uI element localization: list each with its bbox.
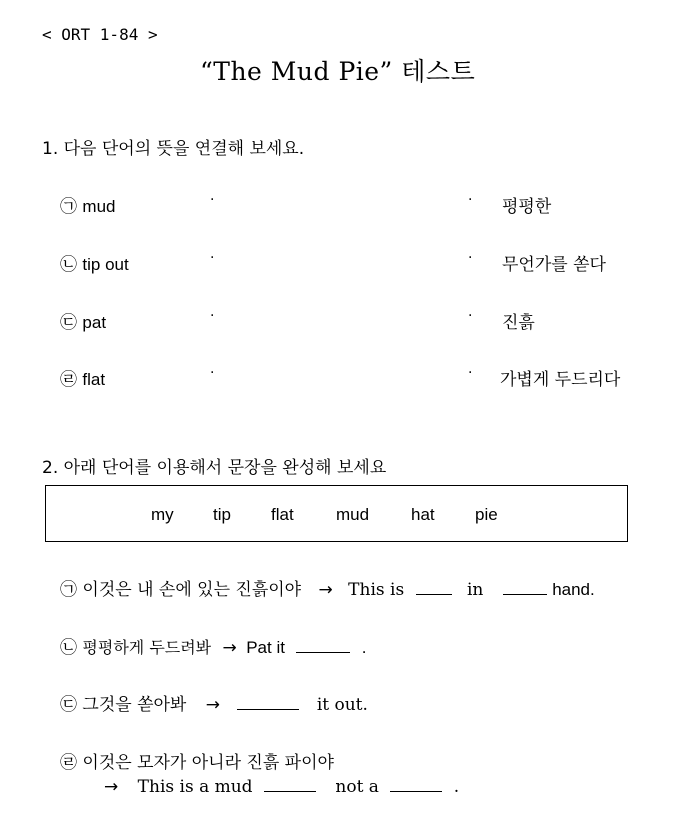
q2-item-b-text-2: . (361, 638, 367, 657)
marker-c: ㉢ (60, 313, 77, 333)
q2-item-c (60, 690, 368, 715)
arrow-icon: → (318, 580, 333, 600)
page-title: “The Mud Pie” 테스트 (200, 57, 476, 86)
match-dot-left[interactable]: · (210, 308, 215, 324)
answer-blank[interactable] (503, 580, 547, 595)
match-dot-left[interactable]: · (210, 250, 215, 266)
question-1-prompt: 1. 다음 단어의 뜻을 연결해 보세요. (42, 139, 305, 159)
arrow-icon: → (104, 777, 119, 797)
answer-blank[interactable] (416, 580, 452, 595)
match-dot-right[interactable]: · (468, 192, 473, 208)
q2-item-a-text-1: This is (348, 580, 405, 600)
answer-blank[interactable] (296, 638, 350, 653)
word-bank-flat: flat (271, 505, 294, 524)
word-bank-hat: hat (411, 505, 435, 524)
word-bank-tip: tip (213, 505, 231, 524)
q2-item-a-korean: 이것은 내 손에 있는 진흙이야 (82, 580, 302, 600)
match-dot-left[interactable]: · (210, 192, 215, 208)
word-bank-mud: mud (336, 505, 370, 524)
q2-item-d-korean: 이것은 모자가 아니라 진흙 파이야 (82, 753, 334, 773)
worksheet-code: < ORT 1-84 > (42, 25, 158, 44)
q2-item-d-text-2: not a (335, 777, 379, 797)
q1-left-item-a (60, 192, 115, 217)
answer-blank[interactable] (390, 777, 442, 792)
q1-left-item-c (60, 308, 106, 333)
marker-d: ㉣ (60, 753, 77, 773)
q1-meaning-2: 무언가를 쏟다 (502, 255, 606, 275)
marker-a: ㉠ (60, 580, 77, 600)
q2-item-d-text-1: This is a mud (137, 777, 253, 797)
marker-d: ㉣ (60, 370, 77, 390)
q2-item-b (60, 633, 367, 658)
q2-item-d-text-3: . (453, 777, 460, 797)
answer-blank[interactable] (237, 695, 299, 710)
marker-c: ㉢ (60, 695, 77, 715)
marker-b: ㉡ (60, 255, 77, 275)
word-bank-pie: pie (475, 505, 498, 524)
arrow-icon: → (205, 695, 220, 715)
q1-word-mud: mud (82, 197, 116, 216)
q1-meaning-4: 가볍게 두드리다 (500, 370, 621, 390)
marker-a: ㉠ (60, 197, 77, 217)
q2-item-c-korean: 그것을 쏟아봐 (82, 695, 187, 715)
q2-item-a-text-2: in (466, 580, 484, 600)
word-bank-my: my (151, 505, 174, 524)
q2-item-b-text-1: Pat it (246, 638, 285, 657)
q1-meaning-1: 평평한 (502, 197, 552, 217)
q2-item-b-korean: 평평하게 두드려봐 (82, 638, 212, 657)
q1-word-pat: pat (82, 313, 107, 332)
match-dot-right[interactable]: · (468, 365, 473, 381)
marker-b: ㉡ (60, 638, 77, 658)
q2-item-a-text-3: hand. (552, 580, 595, 599)
q2-item-c-text-1: it out. (316, 695, 368, 715)
q2-item-a (60, 575, 595, 600)
q1-word-tip-out: tip out (82, 255, 129, 274)
question-2-prompt: 2. 아래 단어를 이용해서 문장을 완성해 보세요 (42, 458, 387, 478)
q2-item-d-answer-line (104, 777, 459, 797)
q1-left-item-d (60, 365, 105, 390)
q2-item-d (60, 748, 334, 773)
answer-blank[interactable] (264, 777, 316, 792)
q1-word-flat: flat (82, 370, 106, 389)
q1-meaning-3: 진흙 (502, 313, 535, 333)
match-dot-right[interactable]: · (468, 308, 473, 324)
match-dot-left[interactable]: · (210, 365, 215, 381)
q1-left-item-b (60, 250, 129, 275)
match-dot-right[interactable]: · (468, 250, 473, 266)
arrow-icon: → (222, 638, 237, 658)
